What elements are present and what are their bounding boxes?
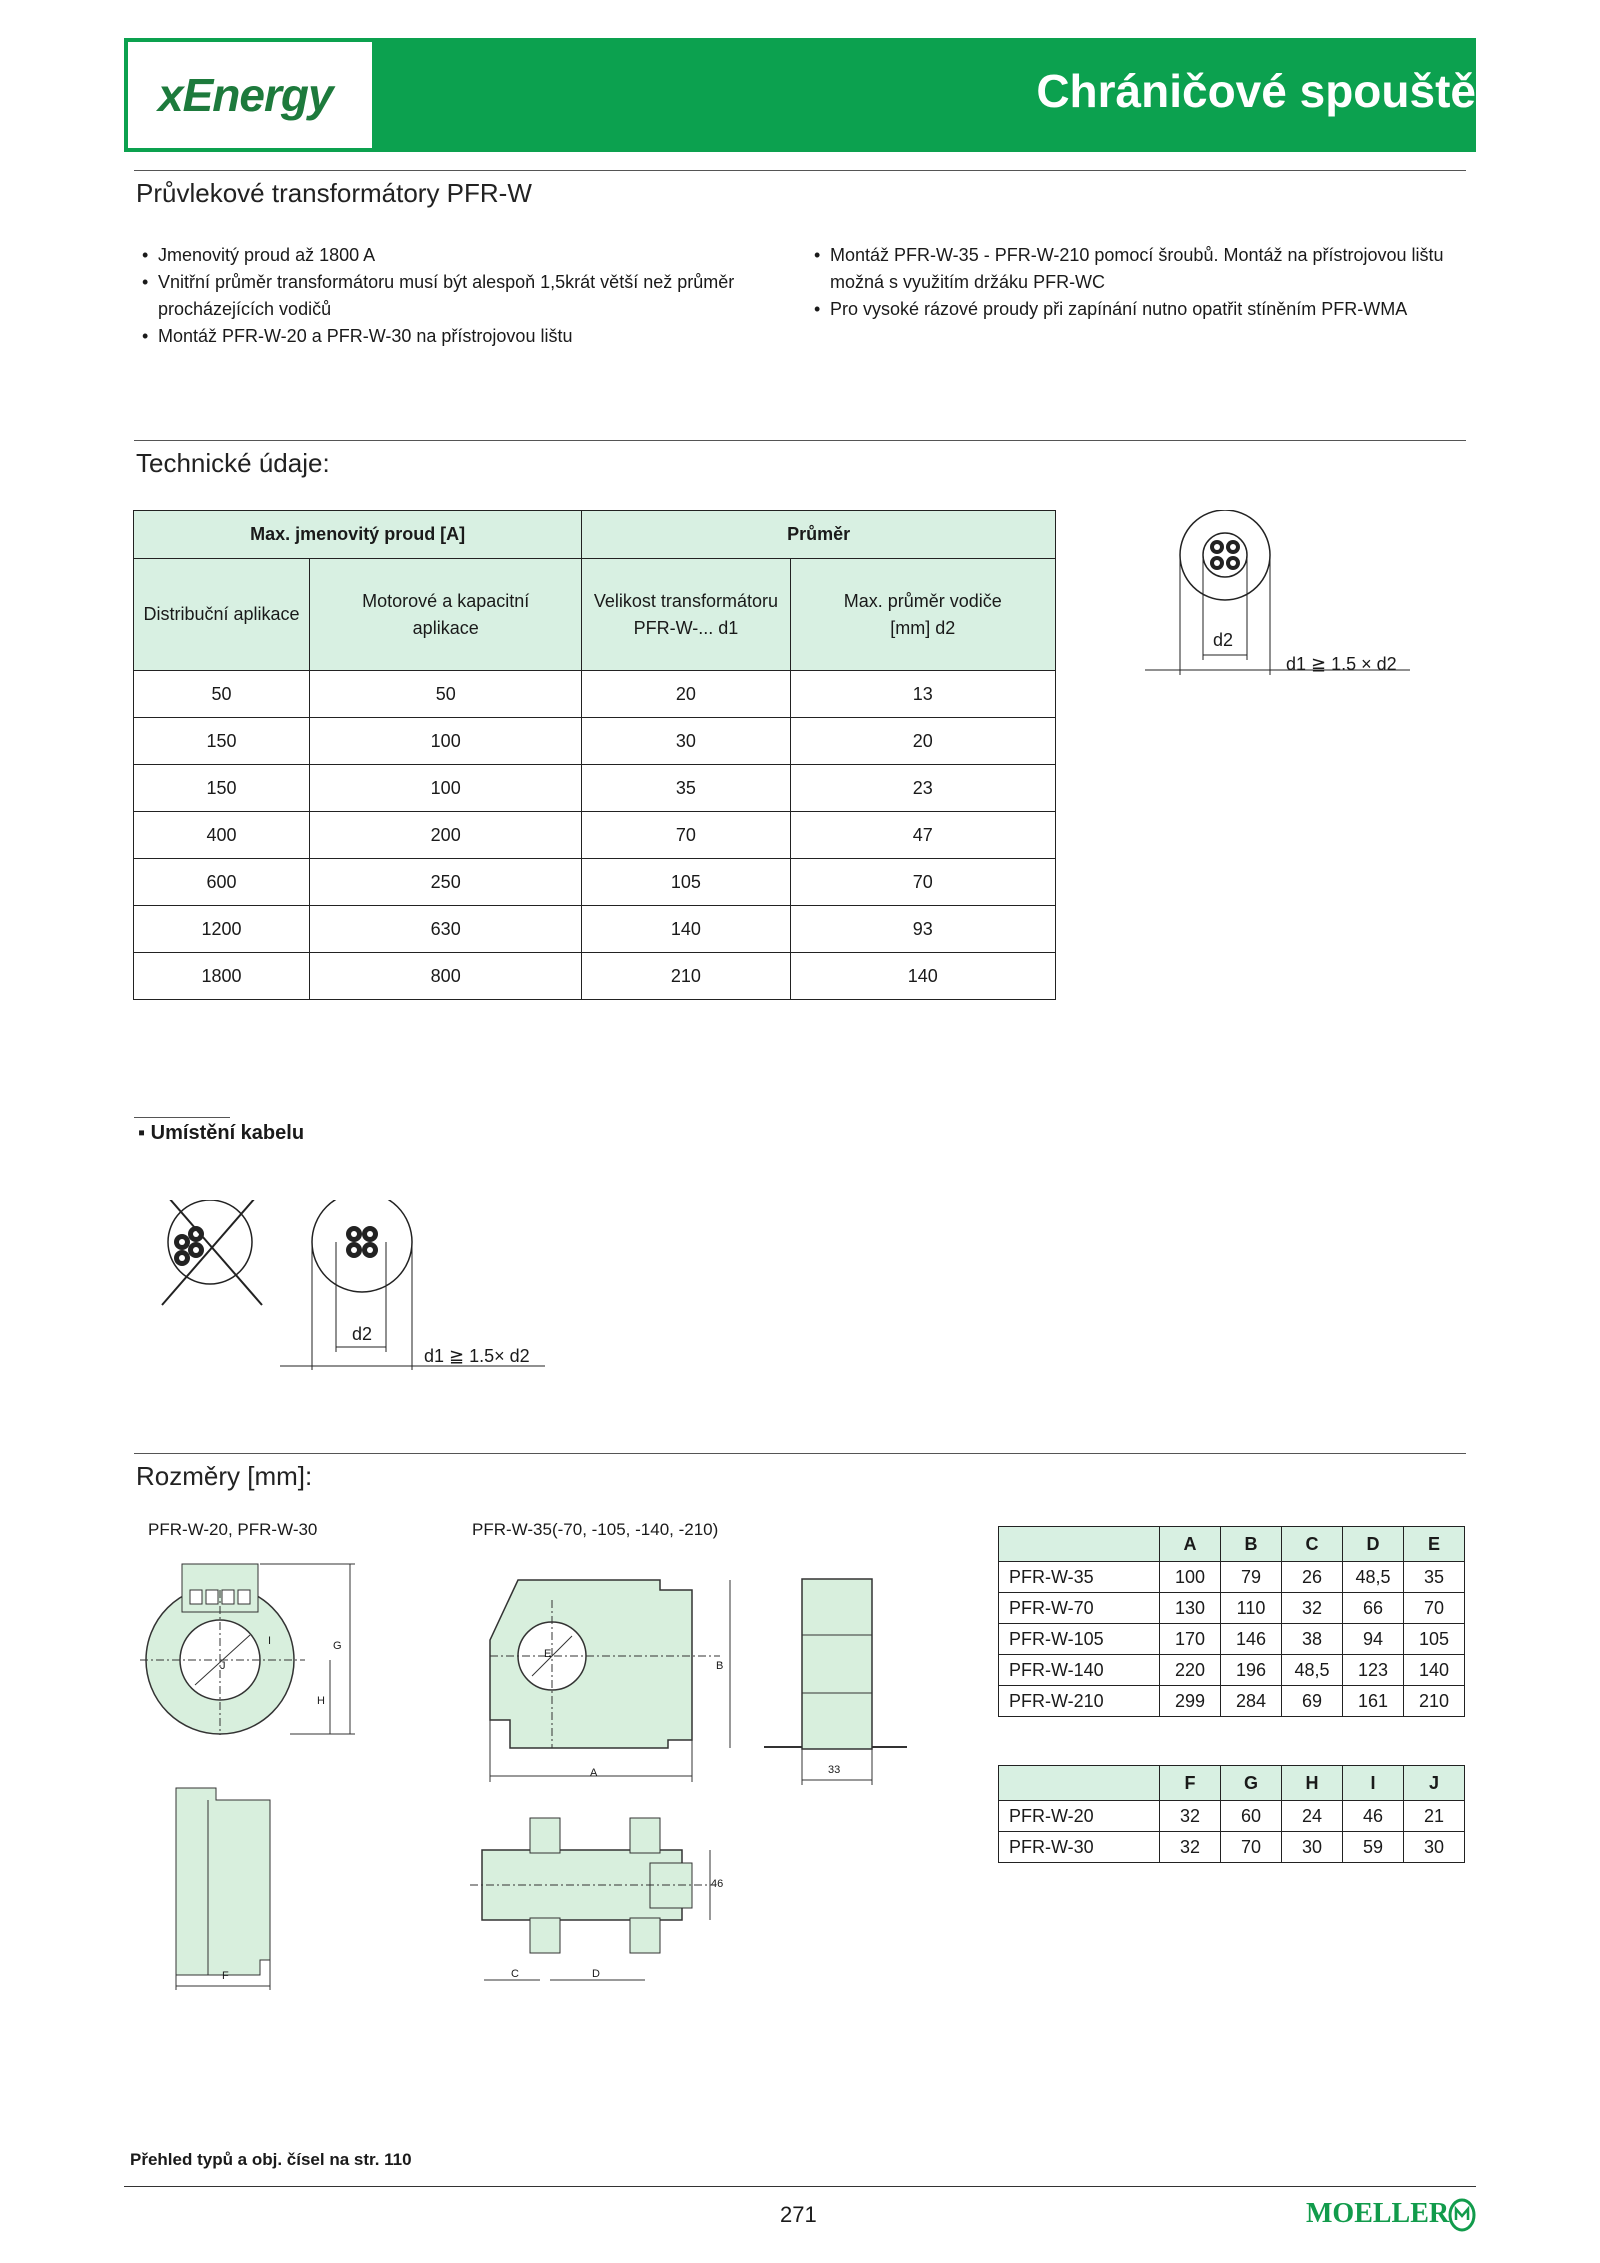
divider — [124, 2186, 1476, 2187]
table-cell: 30 — [1404, 1832, 1465, 1863]
table-cell: 123 — [1343, 1655, 1404, 1686]
table-cell: 800 — [310, 953, 582, 1000]
table-cell: 299 — [1160, 1686, 1221, 1717]
moeller-emblem-icon — [1448, 2198, 1476, 2232]
cable-title: ▪ Umístění kabelu — [138, 1122, 305, 1144]
table-cell: 110 — [1221, 1593, 1282, 1624]
table-cell: 600 — [134, 859, 310, 906]
divider — [134, 1453, 1466, 1454]
group-header: Max. jmenovitý proud [A] — [134, 511, 582, 559]
column-header: Motorové a kapacitní aplikace — [310, 559, 582, 671]
table-cell: 220 — [1160, 1655, 1221, 1686]
table-cell: 70 — [1404, 1593, 1465, 1624]
table-cell: 140 — [790, 953, 1055, 1000]
divider — [134, 440, 1466, 441]
table-cell: 1800 — [134, 953, 310, 1000]
page-number: 271 — [780, 2202, 817, 2227]
table-cell: 69 — [1282, 1686, 1343, 1717]
table-cell: 100 — [310, 718, 582, 765]
column-header: H — [1282, 1766, 1343, 1801]
table-cell: 196 — [1221, 1655, 1282, 1686]
drawing-label: PFR-W-20, PFR-W-30 — [148, 1520, 318, 1539]
table-row — [999, 1562, 1465, 1593]
dim-label-b: B — [716, 1660, 724, 1672]
table-cell: 100 — [1160, 1562, 1221, 1593]
table-cell: 30 — [582, 718, 790, 765]
dim-label-g: G — [333, 1640, 342, 1652]
formula-label: d1 ≧ 1.5× d2 — [424, 1346, 530, 1366]
table-cell: 48,5 — [1282, 1655, 1343, 1686]
table-row — [134, 718, 1056, 765]
table-cell: 161 — [1343, 1686, 1404, 1717]
group-header: Průměr — [582, 511, 1056, 559]
dimensions-table-small — [998, 1765, 1465, 1863]
column-header: A — [1160, 1527, 1221, 1562]
large-transformer-front — [480, 1570, 750, 1790]
table-cell: 1200 — [134, 906, 310, 953]
dimensions-table-large — [998, 1526, 1465, 1717]
table-cell: 146 — [1221, 1624, 1282, 1655]
table-cell: 20 — [790, 718, 1055, 765]
table-cell: 35 — [1404, 1562, 1465, 1593]
table-row — [134, 671, 1056, 718]
bullet-item: • Montáž PFR-W-20 a PFR-W-30 na přístrojovou lištu — [158, 323, 778, 350]
table-cell: 26 — [1282, 1562, 1343, 1593]
column-header: I — [1343, 1766, 1404, 1801]
xenergy-logo: xEnergy — [158, 69, 333, 121]
table-cell: 210 — [582, 953, 790, 1000]
table-cell: 59 — [1343, 1832, 1404, 1863]
column-header: C — [1282, 1527, 1343, 1562]
section-title: Rozměry [mm]: — [136, 1461, 313, 1491]
table-row — [134, 859, 1056, 906]
dim-label-c: C — [511, 1968, 519, 1980]
column-header: Velikost transformátoru PFR-W-... d1 — [582, 559, 790, 671]
table-cell: 32 — [1160, 1801, 1221, 1832]
table-cell: 70 — [790, 859, 1055, 906]
row-name: PFR-W-70 — [999, 1593, 1160, 1624]
divider — [134, 1117, 230, 1118]
dim-label-i: I — [268, 1635, 272, 1647]
d2-label: d2 — [352, 1324, 373, 1344]
table-cell: 94 — [1343, 1624, 1404, 1655]
table-cell: 50 — [134, 671, 310, 718]
section-title: Technické údaje: — [136, 448, 330, 478]
table-cell: 21 — [1404, 1801, 1465, 1832]
table-cell: 32 — [1282, 1593, 1343, 1624]
table-cell: 630 — [310, 906, 582, 953]
row-name: PFR-W-30 — [999, 1832, 1160, 1863]
column-header: Distribuční aplikace — [134, 559, 310, 671]
row-name: PFR-W-105 — [999, 1624, 1160, 1655]
table-cell: 20 — [582, 671, 790, 718]
footer-note: Přehled typů a obj. čísel na str. 110 — [130, 2150, 412, 2169]
d2-label: d2 — [1213, 630, 1234, 650]
table-cell: 38 — [1282, 1624, 1343, 1655]
table-row — [134, 812, 1056, 859]
dim-label-d: D — [592, 1968, 600, 1980]
dim-label-46: 46 — [711, 1878, 724, 1890]
dim-label-33: 33 — [828, 1764, 841, 1776]
table-cell: 400 — [134, 812, 310, 859]
dim-label-h: H — [317, 1695, 325, 1707]
table-cell: 210 — [1404, 1686, 1465, 1717]
table-cell: 100 — [310, 765, 582, 812]
table-cell: 46 — [1343, 1801, 1404, 1832]
table-cell: 23 — [790, 765, 1055, 812]
column-header: J — [1404, 1766, 1465, 1801]
table-row — [999, 1801, 1465, 1832]
column-header: B — [1221, 1527, 1282, 1562]
table-row — [999, 1832, 1465, 1863]
table-cell: 170 — [1160, 1624, 1221, 1655]
bullet-item: • Pro vysoké rázové proudy při zapínání nutno opatřit stíněním PFR-WMA — [830, 296, 1470, 323]
table-cell: 35 — [582, 765, 790, 812]
row-name: PFR-W-210 — [999, 1686, 1160, 1717]
table-cell: 79 — [1221, 1562, 1282, 1593]
table-cell: 284 — [1221, 1686, 1282, 1717]
table-cell: 70 — [582, 812, 790, 859]
column-header: E — [1404, 1527, 1465, 1562]
large-transformer-top — [470, 1808, 750, 1988]
column-header: D — [1343, 1527, 1404, 1562]
row-name: PFR-W-140 — [999, 1655, 1160, 1686]
table-cell: 93 — [790, 906, 1055, 953]
column-header: F — [1160, 1766, 1221, 1801]
table-cell: 47 — [790, 812, 1055, 859]
row-name: PFR-W-20 — [999, 1801, 1160, 1832]
table-cell: 105 — [1404, 1624, 1465, 1655]
small-transformer-side — [160, 1770, 290, 1995]
formula-label: d1 ≧ 1.5 × d2 — [1286, 654, 1397, 674]
drawing-label: PFR-W-35(-70, -105, -140, -210) — [472, 1520, 719, 1539]
table-cell: 200 — [310, 812, 582, 859]
table-cell: 66 — [1343, 1593, 1404, 1624]
table-cell: 48,5 — [1343, 1562, 1404, 1593]
table-row — [999, 1655, 1465, 1686]
table-cell: 130 — [1160, 1593, 1221, 1624]
bullets-left — [138, 242, 778, 350]
table-cell: 30 — [1282, 1832, 1343, 1863]
bullet-item: • Montáž PFR-W-35 - PFR-W-210 pomocí šroubů. Montáž na přístrojovou lištu možná s využitím držáku PFR-WC — [830, 242, 1470, 296]
table-cell: 250 — [310, 859, 582, 906]
tech-table — [133, 510, 1056, 1000]
table-cell: 150 — [134, 765, 310, 812]
page-title: Chráničové spouště — [1036, 65, 1476, 117]
table-row — [134, 906, 1056, 953]
divider — [134, 170, 1466, 171]
table-cell: 140 — [1404, 1655, 1465, 1686]
row-name: PFR-W-35 — [999, 1562, 1160, 1593]
table-cell: 13 — [790, 671, 1055, 718]
table-cell: 105 — [582, 859, 790, 906]
table-cell: 70 — [1221, 1832, 1282, 1863]
table-cell: 24 — [1282, 1801, 1343, 1832]
dim-label-j: J — [220, 1660, 226, 1672]
bullet-item: • Vnitřní průměr transformátoru musí být alespoň 1,5krát větší než průměr procházejících vodičů — [158, 269, 778, 323]
bullet-item: • Jmenovitý proud až 1800 A — [158, 242, 778, 269]
table-cell: 150 — [134, 718, 310, 765]
table-row — [999, 1593, 1465, 1624]
column-header: Max. průměr vodiče [mm] d2 — [790, 559, 1055, 671]
dim-label-f: F — [222, 1970, 229, 1982]
moeller-logo: MOELLER — [1306, 2198, 1450, 2229]
bullets-right — [810, 242, 1470, 323]
table-row — [134, 953, 1056, 1000]
section-title: Průvlekové transformátory PFR-W — [136, 178, 532, 208]
table-row — [999, 1686, 1465, 1717]
table-cell: 50 — [310, 671, 582, 718]
table-cell: 140 — [582, 906, 790, 953]
small-transformer-front — [140, 1550, 380, 1750]
table-cell: 32 — [1160, 1832, 1221, 1863]
large-transformer-side — [762, 1575, 912, 1785]
dim-label-a: A — [590, 1767, 598, 1779]
table-row — [999, 1624, 1465, 1655]
dim-label-e: E — [544, 1648, 552, 1660]
table-cell: 60 — [1221, 1801, 1282, 1832]
column-header: G — [1221, 1766, 1282, 1801]
table-row — [134, 765, 1056, 812]
